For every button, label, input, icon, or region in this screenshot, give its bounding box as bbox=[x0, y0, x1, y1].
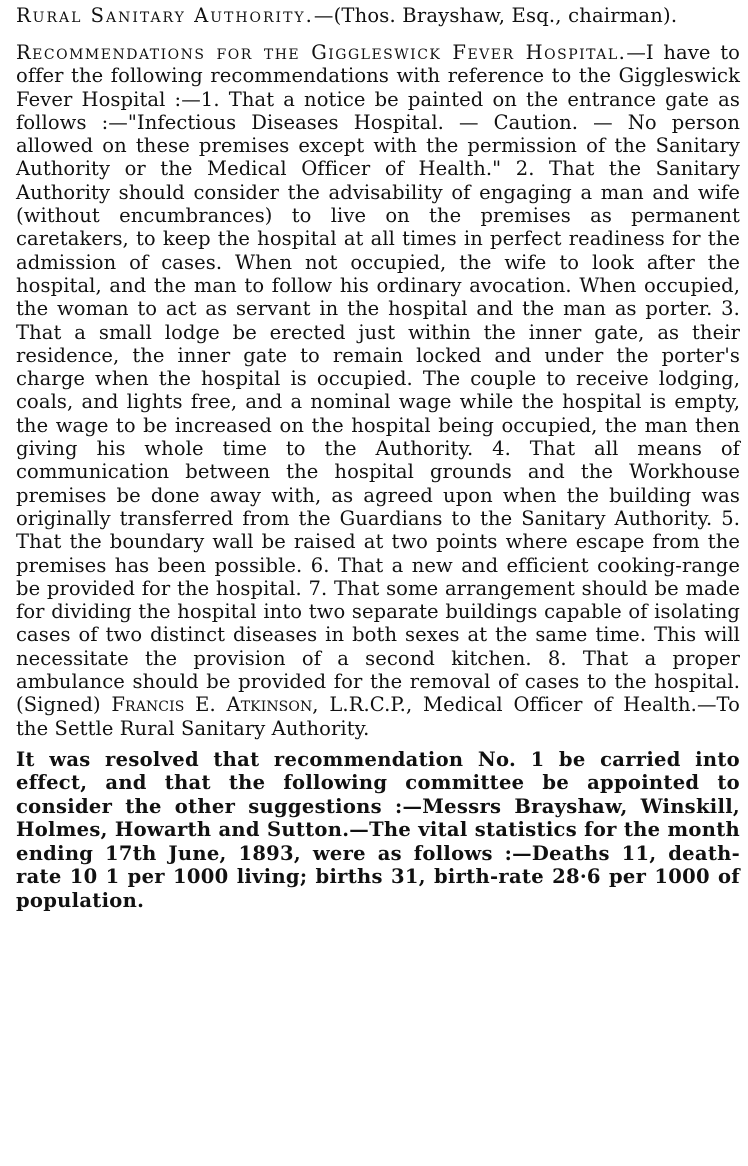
recommendations-lead: Recommendations for the Giggleswick Fever Hospital. bbox=[16, 41, 627, 64]
resolution-paragraph: It was resolved that recommendation No. 1 be carried into effect, and that the following committee be appointed to consider the other suggestions :—Messrs Brayshaw, Winskill, Holmes, Howarth and Sutton.—The vital statistics for the month ending 17th June, 1893, were as follows :—Deaths 11, death-rate 10 1 per 1000 living; births 31, birth-rate 28·6 per 1000 of population. bbox=[16, 747, 740, 912]
recommendations-signoff: , L.R.C.P., Medical Officer of Health.—To the Settle Rural Sanitary Authority. bbox=[16, 693, 740, 740]
chairman-note: —(Thos. Brayshaw, Esq., chairman). bbox=[313, 4, 678, 27]
recommendations-body: —I have to offer the following recommendations with reference to the Giggleswick Fever Hospital :—1. That a notice be painted on the entrance gate as follows :—"Infectious Diseases Hospital. — Caution. — No person allowed on these premises except with the permission of the Sanitary Authority or the Medical Officer of Health." 2. That the Sanitary Authority should consider the advisability of engaging a man and wife (without encumbrances) to live on the premises as permanent caretakers, to keep the hospital at all times in perfect readiness for the admission of cases. When not occupied, the wife to look after the hospital, and the man to follow his ordinary avocation. When occupied, the woman to act as servant in the hospital and the man as porter. 3. That a small lodge be erected just within the inner gate, as their residence, the inner gate to remain locked and under the porter's charge when the hospital is occupied. The couple to receive lodging, coals, and lights free, and a nominal wage while the hospital is empty, the wage to be increased on the hospital being occupied, the man then giving his whole time to the Authority. 4. That all means of communication between the hospital grounds and the Workhouse premises be done away with, as agreed upon when the building was originally transferred from the Guardians to the Sanitary Authority. 5. That the boundary wall be raised at two points where escape from the premises has been possible. 6. That a new and efficient cooking-range be provided for the hospital. 7. That some arrangement should be made for dividing the hospital into two separate buildings capable of isolating cases of two distinct diseases in both sexes at the same time. This will necessitate the provision of a second kitchen. 8. That a proper ambulance should be provided for the removal of cases to the hospital. (Signed) bbox=[16, 41, 740, 717]
recommendations-paragraph bbox=[16, 41, 740, 740]
signer-name: Francis E. Atkinson bbox=[111, 693, 313, 717]
authority-title: Rural Sanitary Authority. bbox=[16, 4, 314, 27]
report-heading bbox=[16, 4, 740, 27]
